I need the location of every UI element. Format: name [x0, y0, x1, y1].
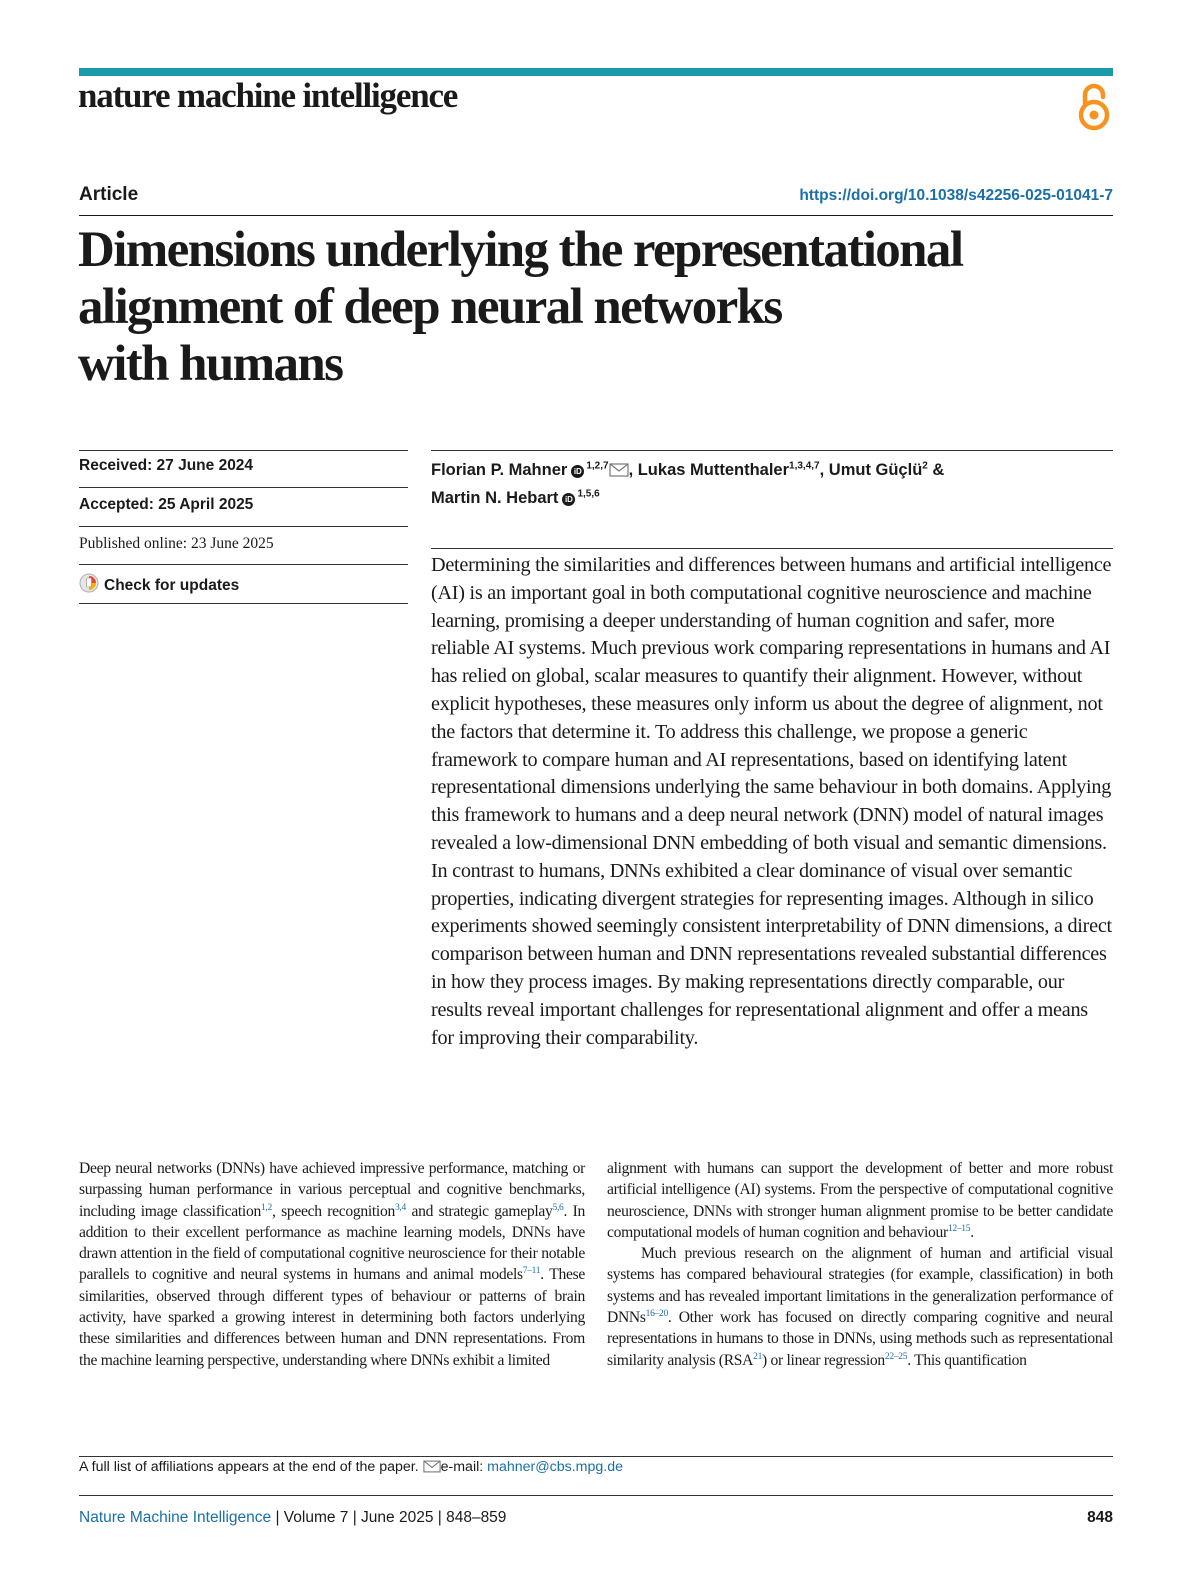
author-conjunction: &: [927, 461, 945, 479]
affiliation-note: A full list of affiliations appears at the end of the paper. e-mail: mahner@cbs.mpg.de: [79, 1459, 623, 1475]
divider: [79, 215, 1113, 216]
body-paragraph: Deep neural networks (DNNs) have achieved impressive performance, matching or surpassing human performance in various perceptual and cognitive benchmarks, including image classification$^{1,2}$, speech recognition$^{3,4}$ and strategic gameplay$^{5,6}$. In addition to their excellent performance as machine learning models, DNNs have drawn attention in the field of computational cognitive neuroscience for their notable parallels to cognitive and neural systems in humans and animal models$^{7-11}$. These similarities, observed through different types of behaviour or patterns of brain activity, have sparked a growing interest in determining both factors underlying these similarities and differences between human and DNN representations. From the machine learning perspective, understanding where DNNs exhibit a limited: [79, 1160, 586, 1369]
accepted-date: Accepted: 25 April 2025: [79, 496, 254, 513]
body-paragraph: alignment with humans can support the development of better and more robust artificial intelligence (AI) systems. From the perspective of computational cognitive neuroscience, DNNs with stronger human alignment promise to be better candidate computational models of human cognition and behaviour$^{12-15}$.: [607, 1160, 1113, 1241]
affiliation-sup: 2: [922, 460, 928, 472]
divider: [79, 1456, 1113, 1457]
envelope-icon: [423, 1460, 441, 1477]
body-column-right: [607, 1158, 1113, 1371]
affiliation-sup: 1,5,6: [577, 488, 600, 500]
check-updates-icon: [79, 573, 99, 598]
citation-link[interactable]: 7–11: [522, 1266, 541, 1277]
received-date: Received: 27 June 2024: [79, 457, 254, 474]
check-for-updates-button[interactable]: [79, 573, 239, 598]
abstract: Determining the similarities and differences between humans and artificial intelligence (AI) is an important goal in both computational cognitive neuroscience and machine learning, promising a deeper understanding of human cognition and safer, more reliable AI systems. Much previous work comparing representations in humans and AI has relied on global, scalar measures to quantify their alignment. However, without explicit hypotheses, these measures only inform us about the degree of alignment, not the factors that determine it. To address this challenge, we propose a generic framework to compare human and AI representations, based on identifying latent representational dimensions underlying the same behaviour in both domains. Applying this framework to humans and a deep neural network (DNN) model of natural images revealed a low-dimensional DNN embedding of both visual and semantic dimensions. In contrast to humans, DNNs exhibited a clear dominance of visual over semantic properties, indicating divergent strategies for representing images. Although in silico experiments showed seemingly consistent interpretability of DNN dimensions, a direct comparison between human and DNN representations revealed substantial differences in how they process images. By making representations directly comparable, our results reveal important challenges for representational alignment and offer a means for improving their comparability.: [431, 554, 1112, 1049]
divider: [79, 1495, 1113, 1496]
divider: [431, 450, 1113, 451]
footer-citation: [79, 1509, 506, 1527]
check-updates-label: Check for updates: [104, 576, 240, 594]
divider: [79, 450, 408, 451]
affiliation-sup: 1,3,4,7: [789, 460, 820, 472]
orcid-icon[interactable]: iD: [562, 493, 575, 506]
journal-logo: nature machine intelligence: [78, 76, 458, 115]
journal-accent-bar: [79, 68, 1113, 76]
citation-link[interactable]: 21: [753, 1351, 763, 1362]
citation-link[interactable]: 12–15: [947, 1223, 971, 1234]
doi-link[interactable]: https://doi.org/10.1038/s42256-025-01041-7: [799, 187, 1113, 204]
author-name[interactable]: Martin N. Hebart: [431, 489, 559, 507]
title-line: with humans: [78, 336, 343, 392]
author-name[interactable]: , Lukas Muttenthaler: [628, 461, 790, 479]
divider: [79, 526, 408, 527]
citation-link[interactable]: 1,2: [260, 1202, 272, 1213]
citation-link[interactable]: 16–20: [645, 1308, 668, 1319]
email-link[interactable]: mahner@cbs.mpg.de: [487, 1459, 623, 1475]
page-number: 848: [1087, 1509, 1113, 1526]
body-column-left: [79, 1158, 585, 1371]
orcid-icon[interactable]: iD: [571, 465, 584, 478]
affiliation-sup: 1,2,7: [586, 460, 609, 472]
footer-journal-link[interactable]: Nature Machine Intelligence: [79, 1509, 272, 1526]
published-date: Published online: 23 June 2025: [79, 535, 274, 552]
title-line: alignment of deep neural networks: [78, 279, 782, 335]
paper-title: [78, 222, 1138, 393]
citation-link[interactable]: 22–25: [884, 1351, 908, 1362]
envelope-icon[interactable]: [609, 459, 629, 485]
divider: [79, 603, 408, 604]
divider: [79, 564, 408, 565]
footer-details: | Volume 7 | June 2025 | 848–859: [271, 1509, 507, 1526]
article-type: Article: [79, 184, 139, 205]
author-name[interactable]: Florian P. Mahner: [431, 461, 568, 479]
title-line: Dimensions underlying the representational: [78, 222, 963, 278]
author-name[interactable]: , Umut Güçlü: [819, 461, 923, 479]
divider: [79, 487, 408, 488]
divider: [431, 548, 1113, 549]
author-list: [431, 457, 1111, 511]
open-access-icon: [1075, 82, 1113, 132]
citation-link[interactable]: 3,4: [394, 1202, 406, 1213]
citation-link[interactable]: 5,6: [552, 1202, 564, 1213]
body-paragraph: Much previous research on the alignment of human and artificial visual systems has compared behavioural strategies (for example, classification) in both systems and has revealed important limitations in the generalization performance of DNNs$^{16-20}$. Other work has focused on directly comparing cognitive and neural representations in humans to those in DNNs, using methods such as representational similarity analysis (RSA$^{21}$) or linear regression$^{22-25}$. This quantification: [607, 1245, 1113, 1369]
